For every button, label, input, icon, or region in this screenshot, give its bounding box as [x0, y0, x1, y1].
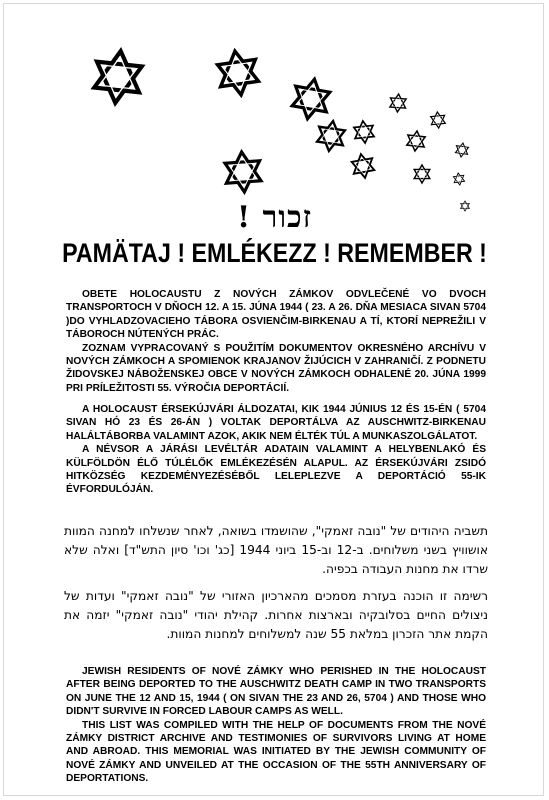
star-of-david-icon	[216, 49, 260, 98]
slovak-text	[66, 288, 486, 395]
hebrew-title: זכור !	[236, 200, 313, 235]
star-of-david-icon	[455, 142, 469, 158]
star-of-david-icon	[316, 119, 346, 152]
hebrew-paragraph-1: תשביה היהודים של "נובה זאמקי", שהושמדו בשואה, לאחר שנשלחו למחנה המוות אושוויץ בשני משלוחים. ב-12 וב-15 ביוני 1944 [כג' וכו' סיון התש"ד] ואלה שלא שרדו את מחנות העבודה בכפיה.	[64, 524, 488, 576]
slovak-paragraph-2: ZOZNAM VYPRACOVANÝ S POUŽITÍM DOKUMENTOV OKRESNÉHO ARCHÍVU V NOVÝCH ZÁMKOCH A SPOMIENOK KRAJANOV ŽIJÚCICH V ZAHRANIČÍ. Z PODNETU ŽIDOVSKEJ NÁBOŽENSKEJ OBCE V NOVÝCH ZÁMKOCH ODHALENÉ 20. JÚNA 1999 PRI PRÍLEŽITOSTI 55. VÝROČIA DEPORTÁCIÍ.	[66, 342, 486, 394]
stars-decoration	[0, 0, 549, 220]
star-of-david-icon	[414, 165, 430, 183]
star-of-david-icon	[224, 151, 261, 193]
star-of-david-icon	[406, 130, 425, 152]
star-of-david-icon	[353, 120, 374, 144]
hungarian-paragraph-1: A HOLOCAUST ÉRSEKÚJVÁRI ÁLDOZATAI, KIK 1944 JÚNIUS 12 ÉS 15-ÉN ( 5704 SIVAN HÓ 23 ÉS 26-ÁN ) VOLTAK DEPORTÁLVA AZ AUSCHWITZ-BIRKENAU HALÁLTÁBORBA VALAMINT AZOK, AKIK NEM ÉLTÉK TÚL A MUNKASZOLGÁLATOT.	[66, 404, 486, 442]
hungarian-text	[66, 403, 486, 497]
star-of-david-icon	[390, 93, 407, 112]
star-of-david-icon	[453, 172, 465, 185]
page-title: PAMÄTAJ ! EMLÉKEZZ ! REMEMBER !	[62, 238, 487, 268]
english-text	[66, 665, 486, 786]
star-of-david-icon	[290, 76, 331, 121]
english-paragraph-2: THIS LIST WAS COMPILED WITH THE HELP OF DOCUMENTS FROM THE NOVÉ ZÁMKY DISTRICT ARCHIVE AND TESTIMONIES OF SURVIVORS LIVING AT HOME AND ABROAD. THIS MEMORIAL WAS INITIATED BY THE JEWISH COMMUNITY OF NOVÉ ZÁMKY AND UNVEILED AT THE OCCASION OF THE 55TH ANNIVERSARY OF DEPORTATIONS.	[66, 719, 486, 785]
hebrew-text	[64, 522, 488, 652]
star-of-david-icon	[351, 152, 376, 179]
hebrew-paragraph-2: רשימה זו הוכנה בעזרת מסמכים מהארכיון האזורי של "נובה זאמקי" ועדות של ניצולים החיים בסלובקיה ובארצות אחרות. קהילת יהודי "נובה זאמקי" יזמה את הקמת אתר הזכרון במלאת 55 שנה למשלוחים למחנות המוות.	[64, 589, 488, 641]
hungarian-paragraph-2: A NÉVSOR A JÁRÁSI LEVÉLTÁR ADATAIN VALAMINT A HELYBENLAKÓ ÉS KÜLFÖLDÖN ÉLŐ TÚLÉLŐK EMLÉKEZÉSÉN ALAPUL. AZ ÉRSEKÚJVÁRI ZSIDÓ HITKÖZSÉG KEZDEMÉNYEZÉSÉBŐL LELEPLEZVE A DEPORTÁCIÓ 55-IK ÉVFORDULÓJÁN.	[66, 444, 486, 496]
slovak-paragraph-1: OBETE HOLOCAUSTU Z NOVÝCH ZÁMKOV ODVLEČENÉ VO DVOCH TRANSPORTOCH V DŇOCH 12. A 15. JÚNA 1944 ( 23. A 26. DŇA MESIACA SIVAN 5704 )DO VYHLADZOVACIEHO TÁBORA OSVIENČIM-BIRKENAU A TÍ, KTORÍ NEPREŽILI V TÁBOROCH NÚTENÝCH PRÁC.	[66, 289, 486, 341]
english-paragraph-1: JEWISH RESIDENTS OF NOVÉ ZÁMKY WHO PERISHED IN THE HOLOCAUST AFTER BEING DEPORTED TO THE AUSCHWITZ DEATH CAMP IN TWO TRANSPORTS ON JUNE THE 12 AND 15, 1944 ( ON SIVAN THE 23 AND 26, 5704 ) AND THOSE WHO DIDN'T SURVIVE IN FORCED LABOUR CAMPS AS WELL.	[66, 666, 486, 718]
star-of-david-icon	[93, 49, 143, 105]
star-of-david-icon	[430, 111, 445, 128]
